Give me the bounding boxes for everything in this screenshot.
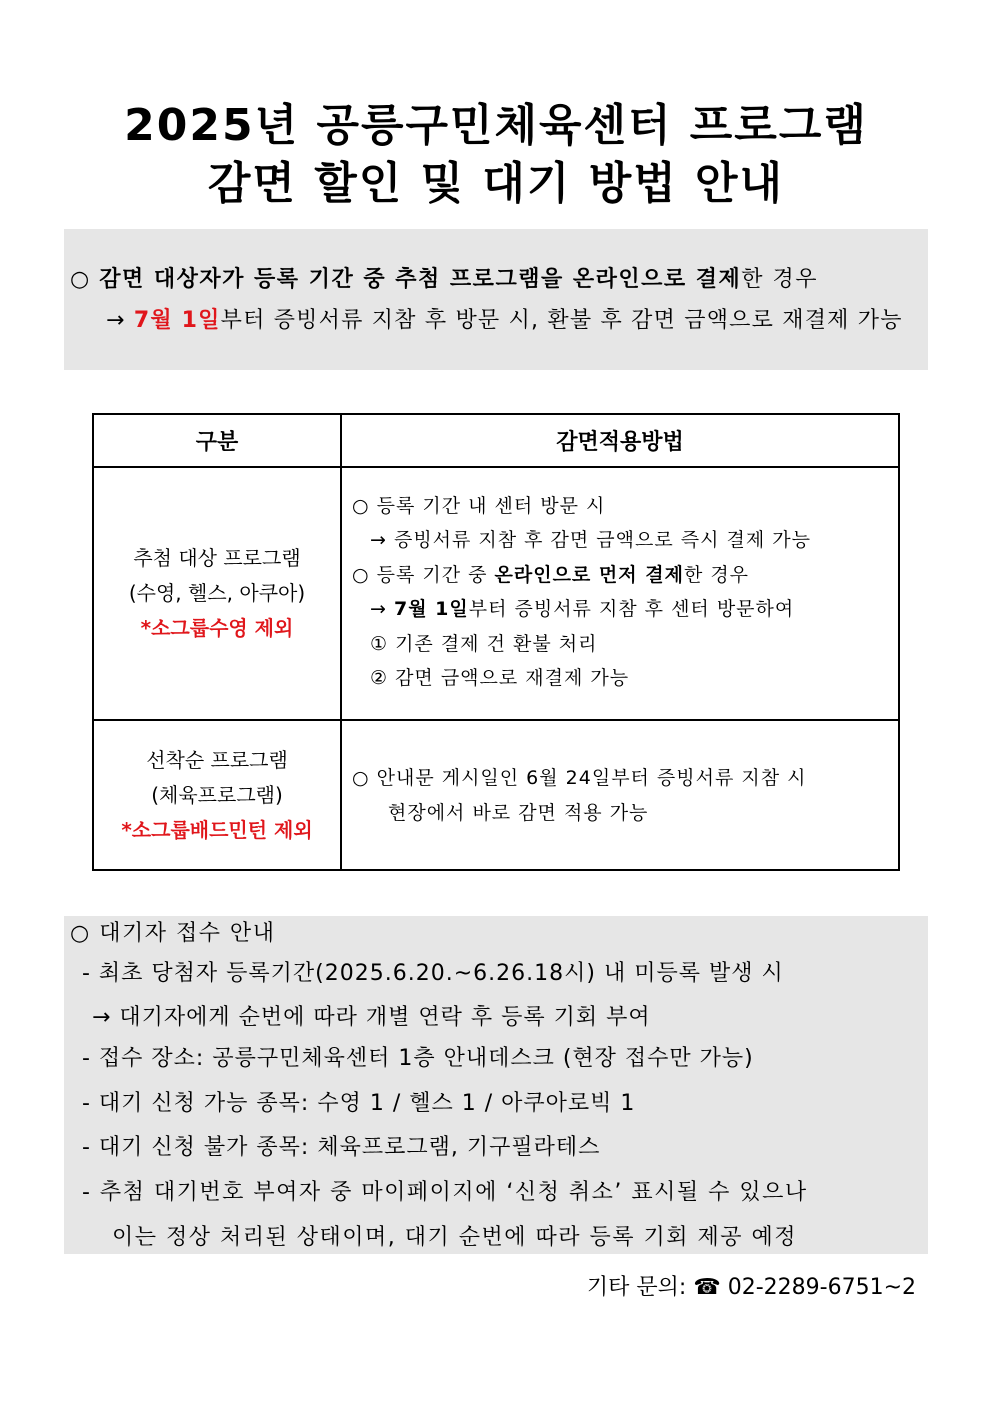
list-item: - 대기 신청 불가 종목: 체육프로그램, 기구필라테스 [82, 1135, 601, 1160]
page-title-line2: 감면 할인 및 대기 방법 안내 [207, 158, 785, 209]
contact-info [587, 1270, 916, 1301]
category-detail: (체육프로그램) [151, 782, 283, 807]
notice-bullet: ○ [70, 267, 91, 292]
list-item: - 접수 장소: 공릉구민체육센터 1층 안내데스크 (현장 접수만 가능) [82, 1046, 754, 1071]
notice-bold-text: 감면 대상자가 등록 기간 중 추첨 프로그램을 온라인으로 결제 [99, 267, 742, 292]
method-line: ① 기존 결제 건 환불 처리 [370, 633, 598, 655]
notice-line1-rest: 한 경우 [741, 267, 819, 292]
method-line: → 7월 1일부터 증빙서류 지참 후 센터 방문하여 [370, 598, 795, 620]
contact-phone-number: 02-2289-6751~2 [727, 1275, 916, 1300]
list-item: - 추첨 대기번호 부여자 중 마이페이지에 ‘신청 취소’ 표시될 수 있으나 [82, 1180, 808, 1205]
category-name: 선착순 프로그램 [146, 747, 288, 772]
list-item: → 대기자에게 순번에 따라 개별 연락 후 등록 기회 부여 [92, 1005, 651, 1030]
waitlist-heading: ○ 대기자 접수 안내 [70, 921, 276, 946]
notice-line-1 [70, 267, 818, 293]
discount-method-table [92, 413, 900, 871]
method-line: ○ 등록 기간 중 온라인으로 먼저 결제한 경우 [352, 564, 750, 586]
contact-label: 기타 문의: [586, 1275, 687, 1300]
category-detail: (수영, 헬스, 아쿠아) [128, 581, 306, 605]
table-header-category: 구분 [93, 414, 341, 467]
category-exclusion-note: *소그룹수영 제외 [140, 616, 294, 640]
table-row [93, 467, 899, 720]
notice-line-2 [106, 308, 903, 334]
method-line: → 증빙서류 지참 후 감면 금액으로 즉시 결제 가능 [370, 529, 811, 551]
method-cell [341, 467, 899, 720]
table-header-method: 감면적용방법 [341, 414, 899, 467]
notice-date-highlight: 7월 1일 [133, 308, 221, 333]
list-item: - 최초 당첨자 등록기간(2025.6.20.~6.26.18시) 내 미등록 발생 시 [82, 961, 784, 986]
list-item: 이는 정상 처리된 상태이며, 대기 순번에 따라 등록 기회 제공 예정 [112, 1225, 797, 1250]
category-cell [93, 467, 341, 720]
notice-line2-rest: 부터 증빙서류 지참 후 방문 시, 환불 후 감면 금액으로 재결제 가능 [220, 308, 903, 333]
page-title-line1: 2025년 공릉구민체육센터 프로그램 [124, 100, 868, 151]
method-line: ② 감면 금액으로 재결제 가능 [370, 667, 630, 689]
category-exclusion-note: *소그룹배드민턴 제외 [121, 817, 313, 842]
method-line: ○ 안내문 게시일인 6월 24일부터 증빙서류 지참 시 [352, 767, 807, 789]
method-cell [341, 720, 899, 870]
discount-notice-box [64, 229, 928, 370]
category-name: 추첨 대상 프로그램 [133, 546, 301, 570]
phone-icon: ☎ [693, 1275, 721, 1300]
method-bold-text: 온라인으로 먼저 결제 [494, 564, 684, 586]
waitlist-box [64, 916, 928, 1254]
method-line: 현장에서 바로 감면 적용 가능 [388, 802, 649, 824]
method-bold-date: 7월 1일 [393, 598, 469, 620]
method-line: ○ 등록 기간 내 센터 방문 시 [352, 495, 606, 517]
table-row [93, 720, 899, 870]
list-item: - 대기 신청 가능 종목: 수영 1 / 헬스 1 / 아쿠아로빅 1 [82, 1091, 636, 1116]
category-cell [93, 720, 341, 870]
notice-arrow: → [106, 308, 126, 333]
